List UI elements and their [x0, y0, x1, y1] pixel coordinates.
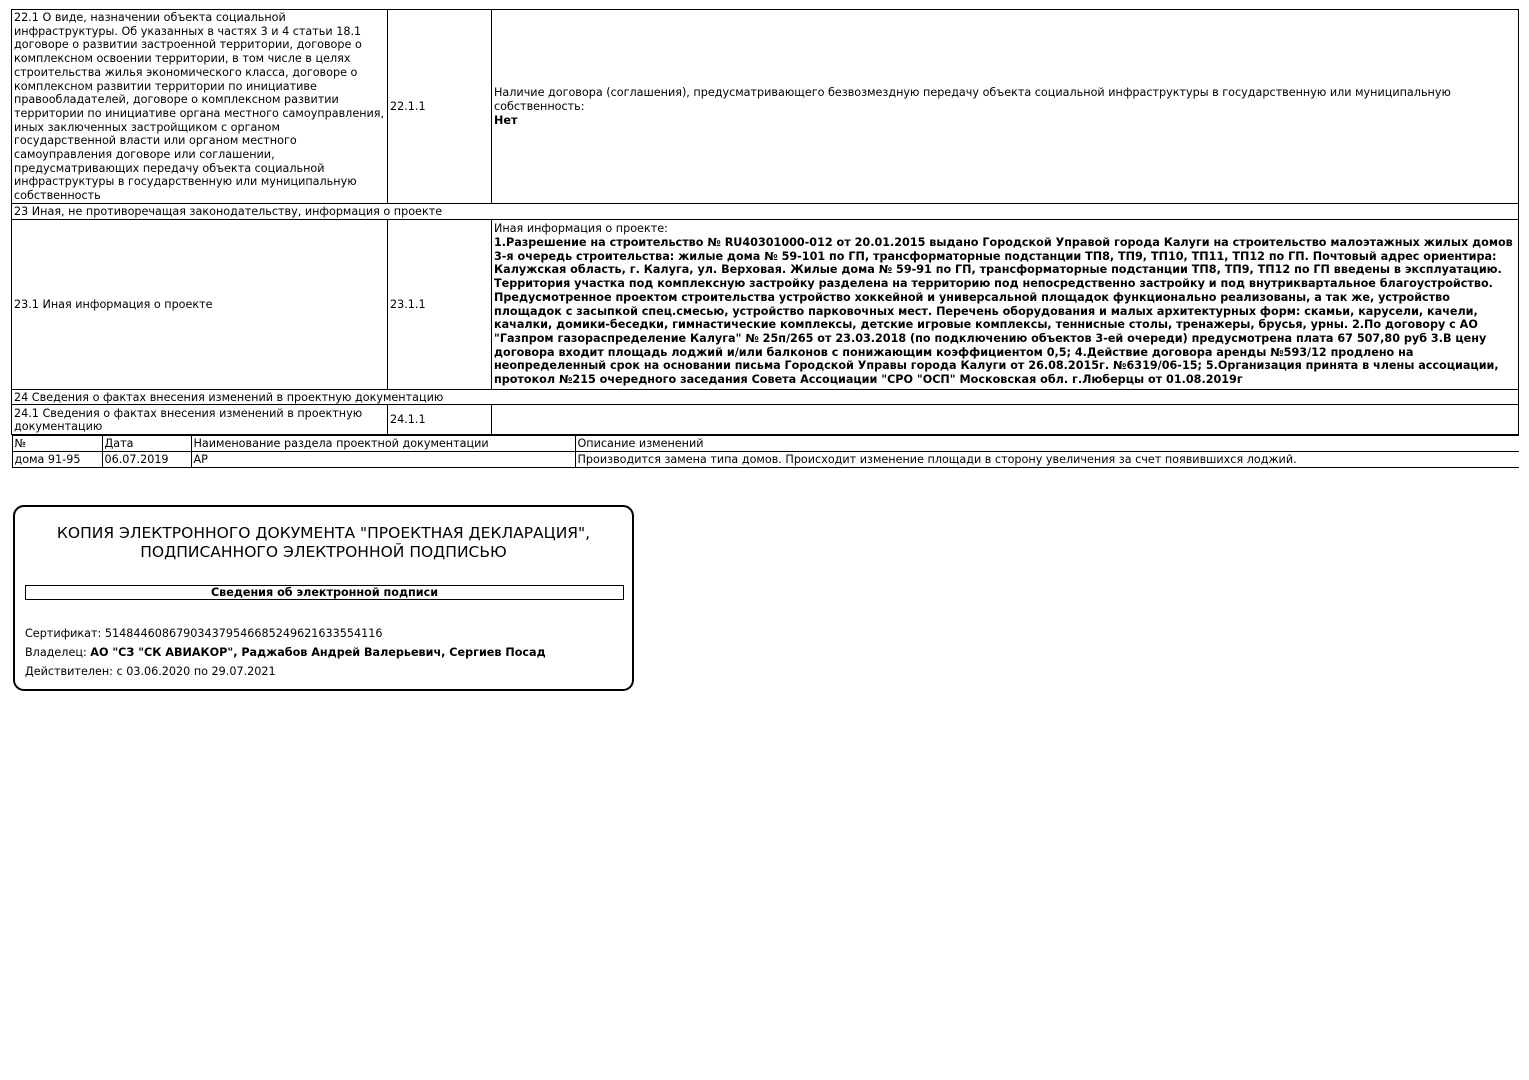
validity-label: Действителен:	[25, 665, 113, 678]
stamp-title-line-1: КОПИЯ ЭЛЕКТРОННОГО ДОКУМЕНТА "ПРОЕКТНАЯ ДЕКЛАРАЦИЯ",	[56, 524, 591, 542]
row-24-1	[12, 405, 1519, 435]
changes-header	[12, 436, 1519, 452]
code-23-1-1: 23.1.1	[388, 219, 492, 389]
other-info-label: Иная информация о проекте:	[494, 222, 668, 236]
certificate-line	[25, 627, 383, 641]
section-23-1-label: 23.1 Иная информация о проекте	[12, 219, 388, 389]
signature-info-heading: Сведения об электронной подписи	[25, 585, 624, 600]
changes-header-date: Дата	[102, 436, 191, 452]
other-info-value: 1.Разрешение на строительство № RU40301000-012 от 20.01.2015 выдано Городской Управой города Калуги на строительство малоэтажных жилых домов 3-я очередь строительства: жилые дома № 59-101 по ГП, трансформаторные подстанции ТП8, ТП9, ТП10, ТП11, ТП12 по ГП. Почтовый адрес ориентира: Калужская область, г. Калуга, ул. Верховая. Жилые дома № 59-91 по ГП, трансформаторные подстанции ТП8, ТП9, ТП12 по ГП введены в эксплуатацию. Территория участка под комплексную застройку разделена на территорию под непосредственно застройку и под внутриквартальное благоустройство. Предусмотренное проектом строительства устройство хоккейной и универсальной площадок функционально реализованы, а так же, устройство площадок с засыпкой спец.смесью, устройство парковочных мест. Перечень оборудования и малых архитектурных форм: скамьи, карусели, качели, качалки, домики-беседки, гимнастические комплексы, детские игровые комплексы, теннисные столы, тренажеры, брусья, урны. 2.По договору с АО "Газпром газораспределение Калуга" № 25п/265 от 23.03.2018 (по подключению объектов 3-ей очереди) предусмотрена плата 67 507,80 руб 3.В цену договора входит площадь лоджий и/или балконов с понижающим коэффициентом 0,5; 4.Действие договора аренды №593/12 продлено на неопределенный срок на основании письма Городской Управы города Калуги от 26.08.2015г. №6319/06-15; 5.Организация принята в члены ассоциации, протокол №215 очередного заседания Совета Ассоциации "СРО "ОСП" Московская обл. г.Люберцы от 01.08.2019г	[494, 236, 1513, 387]
stamp-title	[15, 524, 632, 562]
social-contract-value: Нет	[494, 113, 518, 127]
change-date: 06.07.2019	[102, 451, 191, 467]
validity-line	[25, 665, 276, 679]
stamp-title-line-2: ПОДПИСАННОГО ЭЛЕКТРОННОЙ ПОДПИСЬЮ	[140, 543, 507, 561]
owner-line	[25, 646, 546, 660]
code-24-1-1: 24.1.1	[388, 405, 492, 435]
row-22-1	[12, 10, 1519, 204]
section-22-1-label: 22.1 О виде, назначении объекта социальной инфраструктуры. Об указанных в частях 3 и 4 статьи 18.1 договоре о развитии застроенной территории, договоре о комплексном освоении территории, в том числе в целях строительства жилья экономического класса, договоре о комплексном развитии территории по инициативе правообладателей, договоре о комплексном развитии территории по инициативе органа местного самоуправления, иных заключенных застройщиком с органом государственной власти или органом местного самоуправления договоре или соглашении, предусматривающих передачу объекта социальной инфраструктуры в государственную или муниципальную собственность	[12, 10, 388, 204]
table-row	[12, 451, 1519, 467]
heading-24	[12, 389, 1519, 405]
code-22-1-1: 22.1.1	[388, 10, 492, 204]
change-number: дома 91-95	[12, 451, 102, 467]
owner-value: АО "СЗ "СК АВИАКОР", Раджабов Андрей Валерьевич, Сергиев Посад	[90, 646, 546, 659]
heading-24-text: 24 Сведения о фактах внесения изменений в проектную документацию	[12, 389, 1519, 405]
value-24-1-1	[492, 405, 1519, 435]
heading-23	[12, 203, 1519, 219]
certificate-label: Сертификат:	[25, 627, 102, 640]
certificate-value: 514844608679034379546685249621633554116	[104, 627, 383, 640]
change-description: Производится замена типа домов. Происходит изменение площади в сторону увеличения за счет появившихся лоджий.	[575, 451, 1519, 467]
declaration-table	[11, 9, 1519, 468]
social-contract-label: Наличие договора (соглашения), предусматривающего безвозмездную передачу объекта социальной инфраструктуры в государственную или муниципальную собственность:	[494, 86, 1451, 114]
changes-header-row	[12, 435, 1519, 468]
row-23-1	[12, 219, 1519, 389]
value-22-1-1	[492, 10, 1519, 204]
changes-header-number: №	[12, 436, 102, 452]
heading-23-text: 23 Иная, не противоречащая законодательству, информация о проекте	[12, 203, 1519, 219]
section-24-1-label: 24.1 Сведения о фактах внесения изменений в проектную документацию	[12, 405, 388, 435]
validity-value: с 03.06.2020 по 29.07.2021	[116, 665, 276, 678]
change-section: АР	[191, 451, 575, 467]
owner-label: Владелец:	[25, 646, 87, 659]
changes-header-description: Описание изменений	[575, 436, 1519, 452]
changes-table	[12, 435, 1519, 467]
value-23-1-1	[492, 219, 1519, 389]
changes-header-section: Наименование раздела проектной документации	[191, 436, 575, 452]
electronic-signature-stamp	[13, 505, 634, 691]
